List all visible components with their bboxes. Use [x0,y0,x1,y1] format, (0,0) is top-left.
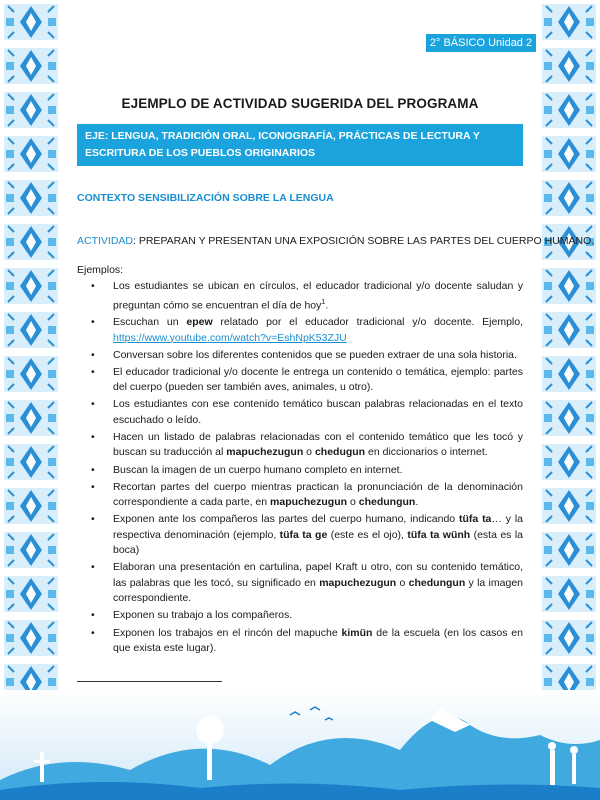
list-item: • Los estudiantes se ubican en círculos, el educador tradicional y/o docente saludan y preguntan cómo se encuentran el día de hoy$^1$. [77,279,523,314]
examples-label: Ejemplos: [77,264,124,276]
list-item: • Exponen su trabajo a los compañeros. [77,608,523,624]
decorative-right-border [538,0,600,720]
footnote-ref[interactable]: 1 [321,298,326,306]
grade-unit-badge: 2° BÁSICO Unidad 2 [426,34,536,52]
list-item: • Exponen ante los compañeros las partes del cuerpo humano, indicando tüfa ta… y la respectiva denominación (ejemplo, tüfa ta ge (este es el ojo), tüfa ta wünh (esta es la boca) [77,512,523,559]
list-item: • El educador tradicional y/o docente le entrega un contenido o temática, ejemplo: partes del cuerpo (pueden ser también aves, animales, u otro). [77,365,523,396]
landscape-illustration [0,690,600,800]
list-item: • Hacen un listado de palabras relacionadas con el contenido temático que les tocó y buscan su traducción al mapuchezugun o chedugun en diccionarios o internet. [77,430,523,461]
examples-list [77,279,523,658]
list-item: • Recortan partes del cuerpo mientras practican la pronunciación de la denominación correspondiente a cada parte, en mapuchezugun o chedungun. [77,480,523,511]
activity-line [77,235,594,247]
footnote-divider [77,681,222,682]
youtube-link[interactable]: https://www.youtube.com/watch?v=EshNpK53ZJU [113,331,347,344]
list-item: • Exponen los trabajos en el rincón del mapuche kimün de la escuela (en los casos en que exista este lugar). [77,626,523,657]
list-item: • Los estudiantes con ese contenido temático buscan palabras relacionadas en el texto escuchado o leído. [77,397,523,428]
context-heading: CONTEXTO SENSIBILIZACIÓN SOBRE LA LENGUA [77,192,334,204]
page-title: EJEMPLO DE ACTIVIDAD SUGERIDA DEL PROGRAMA [121,96,479,111]
decorative-left-border [0,0,62,720]
list-item: • Elaboran una presentación en cartulina, papel Kraft u otro, con su contenido temático, las palabras que les tocó, su significado en mapuchezugun o chedungun y la imagen correspondiente. [77,560,523,607]
list-item: • Buscan la imagen de un cuerpo humano completo en internet. [77,463,523,479]
list-item: • Escuchan un epew relatado por el educador tradicional y/o docente. Ejemplo, https://www.youtube.com/watch?v=EshNpK53ZJU [77,315,523,346]
activity-text: : PREPARAN Y PRESENTAN UNA EXPOSICIÓN SOBRE LAS PARTES DEL CUERPO HUMANO. [133,235,595,247]
axis-banner: EJE: LENGUA, TRADICIÓN ORAL, ICONOGRAFÍA, PRÁCTICAS DE LECTURA Y ESCRITURA DE LOS PUEBLOS ORIGINARIOS [77,124,523,166]
list-item: • Conversan sobre los diferentes contenidos que se pueden extraer de una sola historia. [77,348,523,364]
activity-label: ACTIVIDAD [77,235,134,247]
